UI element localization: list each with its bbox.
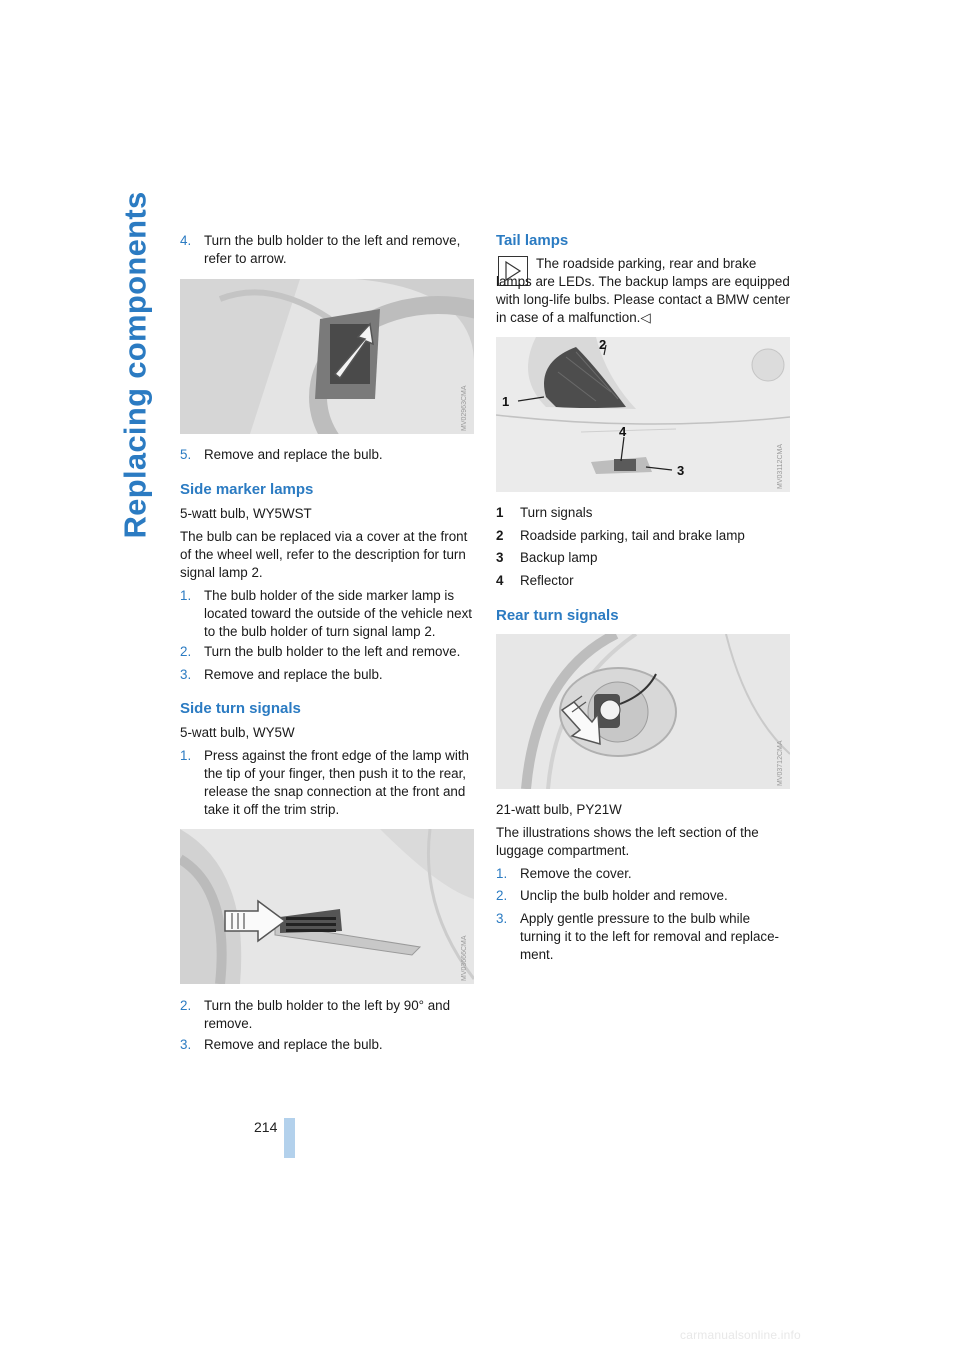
heading-side-marker-lamps: Side marker lamps <box>180 481 314 498</box>
side-turn-step-1: 1. Press against the front edge of the lamp with the tip of your finger, then push it to the rear, release the snap connection at the front and take it off the trim strip. <box>180 748 469 817</box>
rear-turn-step-1: 1. Remove the cover. <box>496 866 632 881</box>
heading-rear-turn-signals: Rear turn signals <box>496 607 619 624</box>
rear-turn-step-2: 2. Unclip the bulb holder and remove. <box>496 888 728 903</box>
figure-code: MV03666CMA <box>461 935 468 981</box>
figure-side-turn-signal <box>180 829 474 984</box>
heading-tail-lamps: Tail lamps <box>496 232 569 249</box>
rear-turn-bulb: 21-watt bulb, PY21W <box>496 802 622 817</box>
callout-2: 2 <box>599 337 607 352</box>
rear-turn-step-3: 3. Apply gentle pressure to the bulb while turning it to the left for removal and replace-ment. <box>496 911 780 962</box>
side-turn-bulb: 5-watt bulb, WY5W <box>180 725 295 740</box>
footer-watermark: carmanualsonline.info <box>680 1328 801 1342</box>
page-number: 214 <box>254 1119 278 1135</box>
side-marker-step-3: 3. Remove and replace the bulb. <box>180 667 383 682</box>
side-marker-intro: The bulb can be replaced via a cover at the front of the wheel well, refer to the description for turn signal lamp 2. <box>180 529 468 580</box>
figure-code: MV03712CMA <box>777 740 784 786</box>
callout-4: 4 <box>619 424 627 439</box>
side-turn-step-3: 3. Remove and replace the bulb. <box>180 1037 383 1052</box>
side-marker-bulb: 5-watt bulb, WY5WST <box>180 506 312 521</box>
step-5: 5. Remove and replace the bulb. <box>180 447 383 462</box>
end-mark: ◁ <box>640 310 651 325</box>
tail-lamps-note: The roadside parking, rear and brake lamps are LEDs. The backup lamps are equipped with long-life bulbs. Please contact a BMW center in case of a malfunction.◁ <box>496 256 790 325</box>
figure-code: MV02963CMA <box>461 385 468 431</box>
figure-code: MV03112CMA <box>777 443 784 489</box>
rear-turn-intro: The illustrations shows the left section of the luggage compartment. <box>496 825 759 858</box>
figure-rear-turn-signal <box>496 634 790 789</box>
page-marker-bar <box>284 1118 295 1158</box>
figure-wheel-well-bulb-holder <box>180 279 474 434</box>
heading-side-turn-signals: Side turn signals <box>180 700 301 717</box>
section-title: Replacing components <box>118 191 154 539</box>
legend-item-1: 1 Turn signals <box>496 505 593 520</box>
legend-item-2: 2 Roadside parking, tail and brake lamp <box>496 528 745 543</box>
callout-3: 3 <box>677 463 685 478</box>
figure-tail-lamps <box>496 337 790 492</box>
callout-1: 1 <box>502 394 510 409</box>
step-4: 4. Turn the bulb holder to the left and remove, refer to arrow. <box>180 233 461 266</box>
legend-item-4: 4 Reflector <box>496 573 574 588</box>
side-marker-step-2: 2. Turn the bulb holder to the left and remove. <box>180 644 461 659</box>
legend-item-3: 3 Backup lamp <box>496 550 598 565</box>
side-turn-step-2: 2. Turn the bulb holder to the left by 90° and remove. <box>180 998 451 1031</box>
side-marker-step-1: 1. The bulb holder of the side marker lamp is located toward the outside of the vehicle next to the bulb holder of turn signal lamp 2. <box>180 588 472 639</box>
